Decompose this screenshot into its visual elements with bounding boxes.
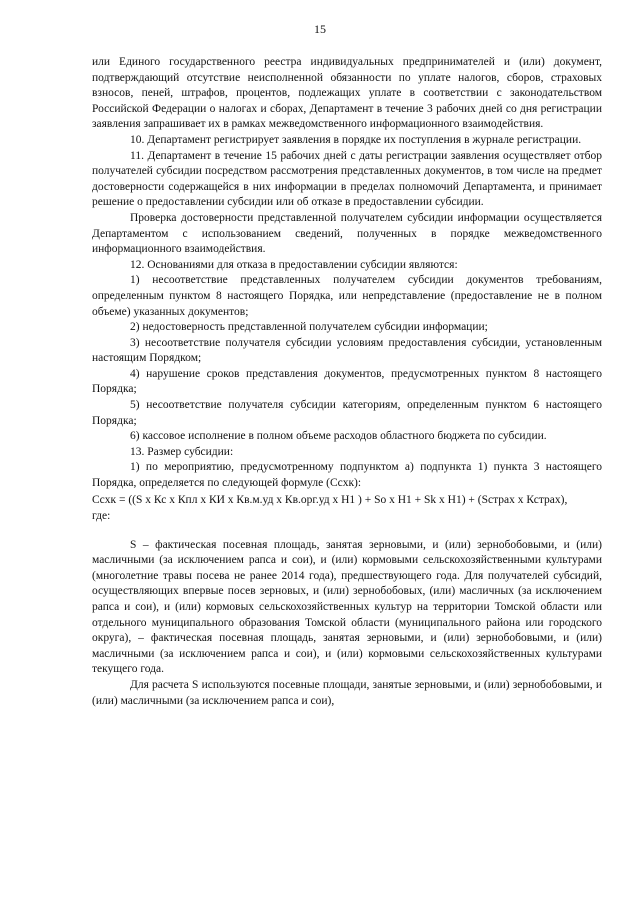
list-item-2: 2) недостоверность представленной получателем субсидии информации; <box>130 321 488 334</box>
paragraph-13-1: 1) по мероприятию, предусмотренному подпунктом а) подпункта 1) пункта 3 настоящего Порядка, определяется по следующей формуле (Сcхк): <box>92 461 602 490</box>
paragraph-11: 11. Департамент в течение 15 рабочих дней с даты регистрации заявления осуществляет отбор получателей субсидии посредством рассмотрения представленных документов, в том числе на предмет достоверности содержащейся в них информации в пределах полномочий Департамента, и принимает решение о предоставлении субсидии или об отказе в предоставлении субсидии. <box>92 149 602 209</box>
definition-s: S – фактическая посевная площадь, занятая зерновыми, и (или) зернобобовыми, и (или) масличными (за исключением рапса и сои), и (или) кормовыми сельскохозяйственными культурами (многолетние травы посева не ранее 2014 года), предшествующего года. Для получателей субсидий, осуществляющих впервые посев зерновых, и (или) зернобобовых, (или) масличных (за исключением рапса и сои), и (или) кормовых сельскохозяйственных культур на территории Томской области или отдельного муниципального образования Томской области (муниципального района или городского округа), – фактическая посевная площадь, занятая зерновыми, и (или) зернобобовыми, и (или) масличными (за исключением рапса и сои), и (или) кормовыми сельскохозяйственных культурами текущего года. <box>92 538 602 676</box>
subsidy-formula: Сcхк = ((S x Кс x Кпл x КИ x Кв.м.уд x Кв.орг.уд x Н1 ) + Sо x Н1 + Sk x Н1) + (Sстрах x Кстрах), <box>92 493 568 506</box>
paragraph-verification: Проверка достоверности представленной получателем субсидии информации осуществляется Департаментом с использованием сведений, полученных в порядке межведомственного информационного взаимодействия. <box>92 211 602 256</box>
list-item-3: 3) несоответствие получателя субсидии условиям предоставления субсидии, установленным настоящим Порядком; <box>92 336 602 365</box>
list-item-4: 4) нарушение сроков представления документов, предусмотренных пунктом 8 настоящего Порядка; <box>92 367 602 396</box>
list-item-1: 1) несоответствие представленных получателем субсидии документов требованиям, определенным пунктом 8 настоящего Порядка, или непредставление (предоставление не в полном объеме) указанных документов; <box>92 274 602 318</box>
paragraph-continuation: или Единого государственного реестра индивидуальных предпринимателей и (или) документ, подтверждающий отсутствие неисполненной обязанности по уплате налогов, сборов, страховых взносов, пеней, штрафов, процентов, подлежащих уплате в соответствии с законодательством Российской Федерации о налогах и сборах, Департамент в течение 3 рабочих дней со дня регистрации заявления запрашивает их в рамках межведомственного информационного взаимодействия. <box>92 56 602 131</box>
list-item-5: 5) несоответствие получателя субсидии категориям, определенным пунктом 6 настоящего Порядка; <box>92 399 602 427</box>
definition-s-calculation: Для расчета S используются посевные площади, занятые зерновыми, и (или) зернобобовыми, и (или) масличными (за исключением рапса и сои), <box>92 678 602 707</box>
paragraph-12: 12. Основаниями для отказа в предоставлении субсидии являются: <box>130 258 458 271</box>
paragraph-13: 13. Размер субсидии: <box>130 445 234 458</box>
formula-where: где: <box>92 509 111 522</box>
list-item-6: 6) кассовое исполнение в полном объеме расходов областного бюджета по субсидии. <box>130 430 547 443</box>
paragraph-10: 10. Департамент регистрирует заявления в порядке их поступления в журнале регистрации. <box>130 133 582 146</box>
document-body <box>92 55 602 709</box>
page-number: 15 <box>314 22 326 36</box>
